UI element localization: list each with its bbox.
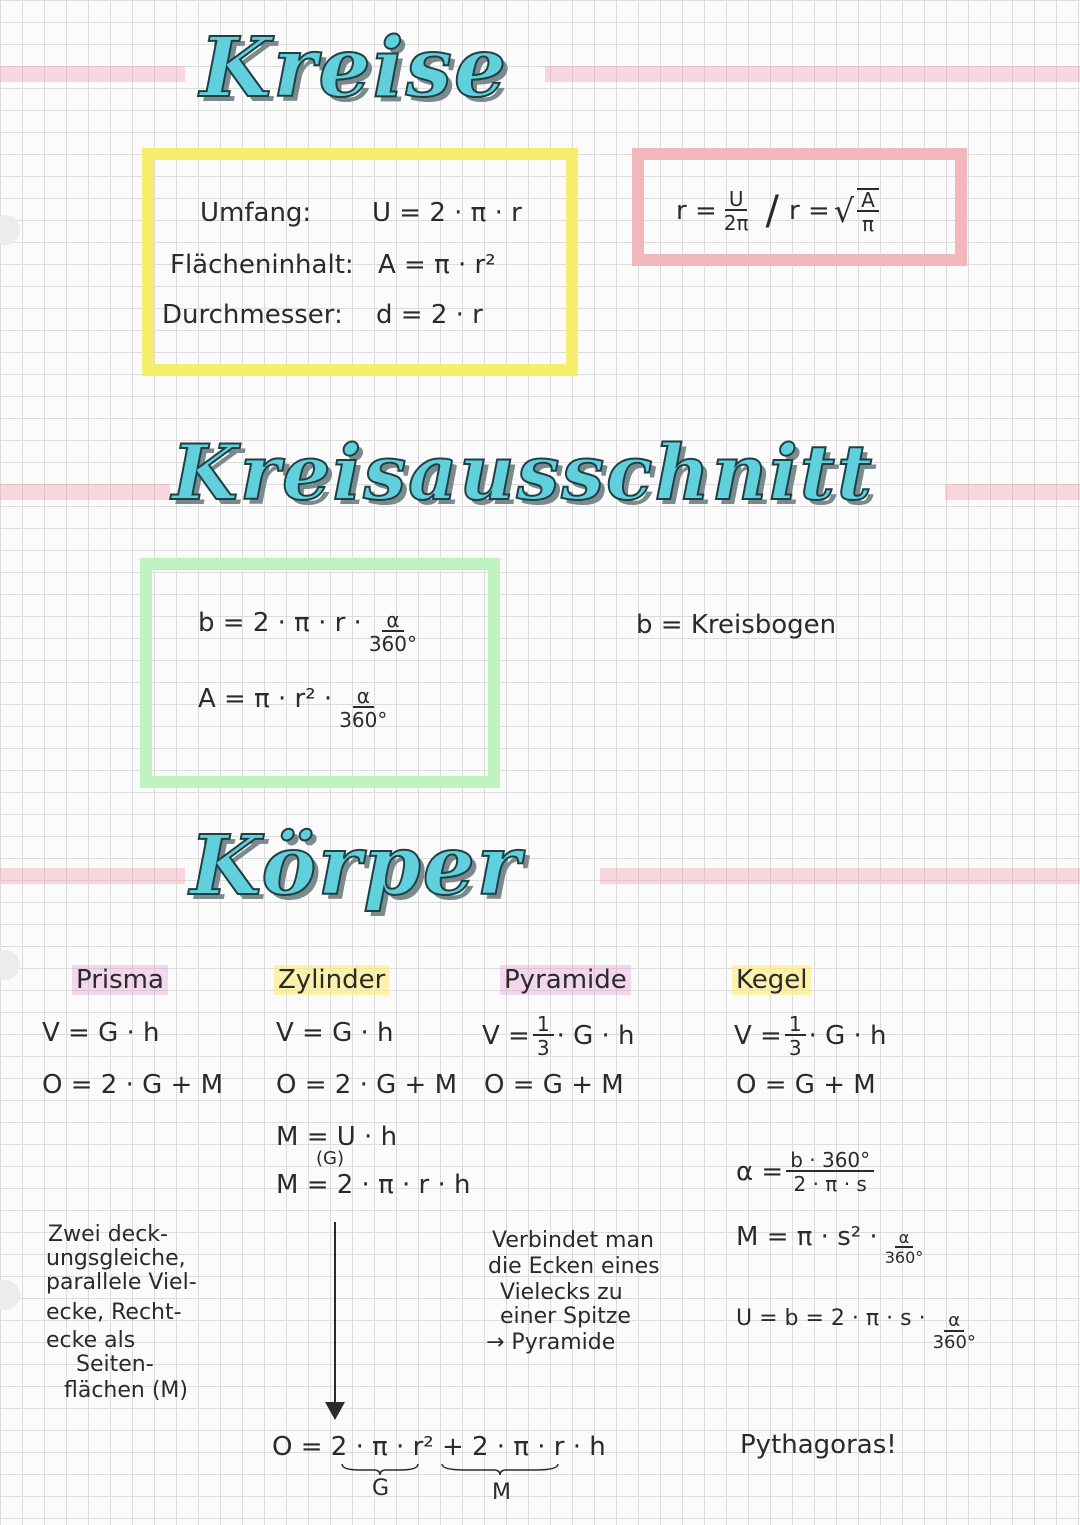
- title-kreisausschnitt: Kreisausschnitt: [172, 428, 875, 517]
- flaeche-label: Flächeninhalt:: [170, 250, 354, 280]
- pyramide-heading-text: Pyramide: [500, 965, 631, 995]
- pyramide-desc-1: Verbindet man: [492, 1228, 654, 1253]
- zylinder-heading: [274, 965, 389, 995]
- prisma-desc-3: parallele Viel-: [46, 1270, 197, 1295]
- kegel-pythagoras: Pythagoras!: [740, 1430, 897, 1460]
- down-arrow: [320, 1222, 350, 1422]
- kegel-volume: [734, 1014, 887, 1058]
- pyramide-desc-4: einer Spitze: [500, 1304, 631, 1329]
- pyramide-desc-2: die Ecken eines: [488, 1254, 660, 1279]
- prisma-desc-4: ecke, Recht-: [46, 1300, 182, 1325]
- kegel-umfang: [736, 1306, 983, 1352]
- prisma-volume: V = G · h: [42, 1018, 160, 1048]
- band-kreise-left: [0, 66, 185, 82]
- band-koerper-right: [600, 868, 1080, 884]
- title-koerper: Körper: [190, 818, 523, 914]
- b-fraction: [365, 610, 421, 654]
- green-box: [140, 558, 500, 788]
- kreisbogen-note: b = Kreisbogen: [636, 610, 837, 640]
- prisma-desc-6: Seiten-: [76, 1352, 154, 1377]
- kegel-mantel-den: 360°: [884, 1248, 924, 1267]
- root-sign: √: [833, 192, 855, 230]
- kegel-umfang-fraction: [929, 1312, 980, 1352]
- kegel-alpha-prefix: α =: [736, 1157, 784, 1187]
- kegel-alpha-num: b · 360°: [786, 1150, 874, 1172]
- brace-label-g: G: [372, 1476, 390, 1501]
- pyramide-volume-prefix: V =: [482, 1021, 530, 1051]
- zylinder-surface: O = 2 · G + M: [276, 1070, 458, 1100]
- a-formula-row: [198, 684, 394, 730]
- kegel-heading-text: Kegel: [732, 965, 811, 995]
- r-from-a-fraction: [857, 188, 879, 234]
- prisma-desc-7: flächen (M): [64, 1378, 188, 1403]
- prisma-desc-5: ecke als: [46, 1328, 136, 1353]
- band-kreise-right: [545, 66, 1080, 82]
- b-den: 360°: [368, 632, 418, 656]
- band-ausschnitt-left: [0, 484, 170, 500]
- zylinder-heading-text: Zylinder: [274, 965, 389, 995]
- r-from-a-num: A: [857, 190, 879, 212]
- kegel-alpha: [736, 1150, 877, 1194]
- kegel-alpha-den: 2 · π · s: [793, 1172, 867, 1196]
- punch-hole: [0, 950, 20, 980]
- radius-formulas: [676, 188, 882, 234]
- zylinder-result: O = 2 · π · r² + 2 · π · r · h: [272, 1432, 606, 1462]
- prisma-desc-1: Zwei deck-: [48, 1222, 168, 1247]
- a-fraction: [335, 686, 391, 730]
- punch-hole: [0, 215, 20, 245]
- g-brace: [340, 1462, 420, 1476]
- m-brace: [440, 1462, 560, 1476]
- prisma-heading-text: Prisma: [72, 965, 168, 995]
- b-formula: b = 2 · π · r ·: [198, 608, 362, 638]
- kegel-volume-prefix: V =: [734, 1021, 782, 1051]
- separator: /: [765, 188, 779, 234]
- r-from-u-den: 2π: [723, 211, 749, 235]
- r-from-u-num: U: [725, 189, 748, 211]
- kegel-surface: O = G + M: [736, 1070, 876, 1100]
- pyramide-volume-num: 1: [533, 1014, 554, 1036]
- pyramide-volume-suffix: · G · h: [556, 1021, 635, 1051]
- pyramide-volume: [482, 1014, 635, 1058]
- b-num: α: [382, 610, 403, 632]
- r-from-u-fraction: [720, 189, 753, 233]
- a-num: α: [353, 686, 374, 708]
- r-from-u-prefix: r =: [676, 196, 717, 226]
- pyramide-desc-5: → Pyramide: [486, 1330, 616, 1355]
- kegel-umfang-den: 360°: [932, 1332, 976, 1353]
- pyramide-volume-den: 3: [536, 1036, 550, 1060]
- umfang-label: Umfang:: [200, 198, 312, 228]
- kegel-volume-fraction: [785, 1014, 806, 1058]
- b-formula-row: [198, 608, 424, 654]
- kegel-mantel-prefix: M = π · s² ·: [736, 1222, 878, 1252]
- kegel-alpha-fraction: [786, 1150, 874, 1194]
- zylinder-mantel: M = U · h: [276, 1122, 398, 1152]
- kegel-volume-suffix: · G · h: [808, 1021, 887, 1051]
- pyramide-volume-fraction: [533, 1014, 554, 1058]
- band-koerper-left: [0, 868, 185, 884]
- zylinder-mantel-note: (G): [316, 1148, 344, 1169]
- zylinder-mantel2: M = 2 · π · r · h: [276, 1170, 471, 1200]
- flaeche-formula: A = π · r²: [378, 250, 496, 280]
- prisma-heading: [72, 965, 168, 995]
- kegel-umfang-num: α: [944, 1312, 964, 1332]
- kegel-heading: [732, 965, 811, 995]
- r-from-a-den: π: [861, 212, 874, 236]
- kegel-umfang-prefix: U = b = 2 · π · s ·: [736, 1306, 926, 1331]
- a-den: 360°: [339, 708, 388, 732]
- zylinder-volume: V = G · h: [276, 1018, 394, 1048]
- durchmesser-label: Durchmesser:: [162, 300, 343, 330]
- r-from-a-prefix: r =: [789, 196, 830, 226]
- pyramide-heading: [500, 965, 631, 995]
- kegel-volume-den: 3: [788, 1036, 802, 1060]
- pyramide-desc-3: Vielecks zu: [500, 1280, 623, 1305]
- title-kreise: Kreise: [200, 20, 509, 116]
- punch-hole: [0, 1280, 20, 1310]
- durchmesser-formula: d = 2 · r: [376, 300, 483, 330]
- umfang-formula: U = 2 · π · r: [372, 198, 522, 228]
- band-ausschnitt-right: [945, 484, 1080, 500]
- a-formula: A = π · r² ·: [198, 684, 333, 714]
- kegel-mantel: [736, 1222, 930, 1266]
- brace-label-m: M: [492, 1480, 511, 1505]
- prisma-surface: O = 2 · G + M: [42, 1070, 224, 1100]
- pyramide-surface: O = G + M: [484, 1070, 624, 1100]
- kegel-mantel-num: α: [895, 1230, 914, 1248]
- kegel-volume-num: 1: [785, 1014, 806, 1036]
- prisma-desc-2: ungsgleiche,: [46, 1246, 186, 1271]
- kegel-mantel-fraction: [881, 1230, 928, 1266]
